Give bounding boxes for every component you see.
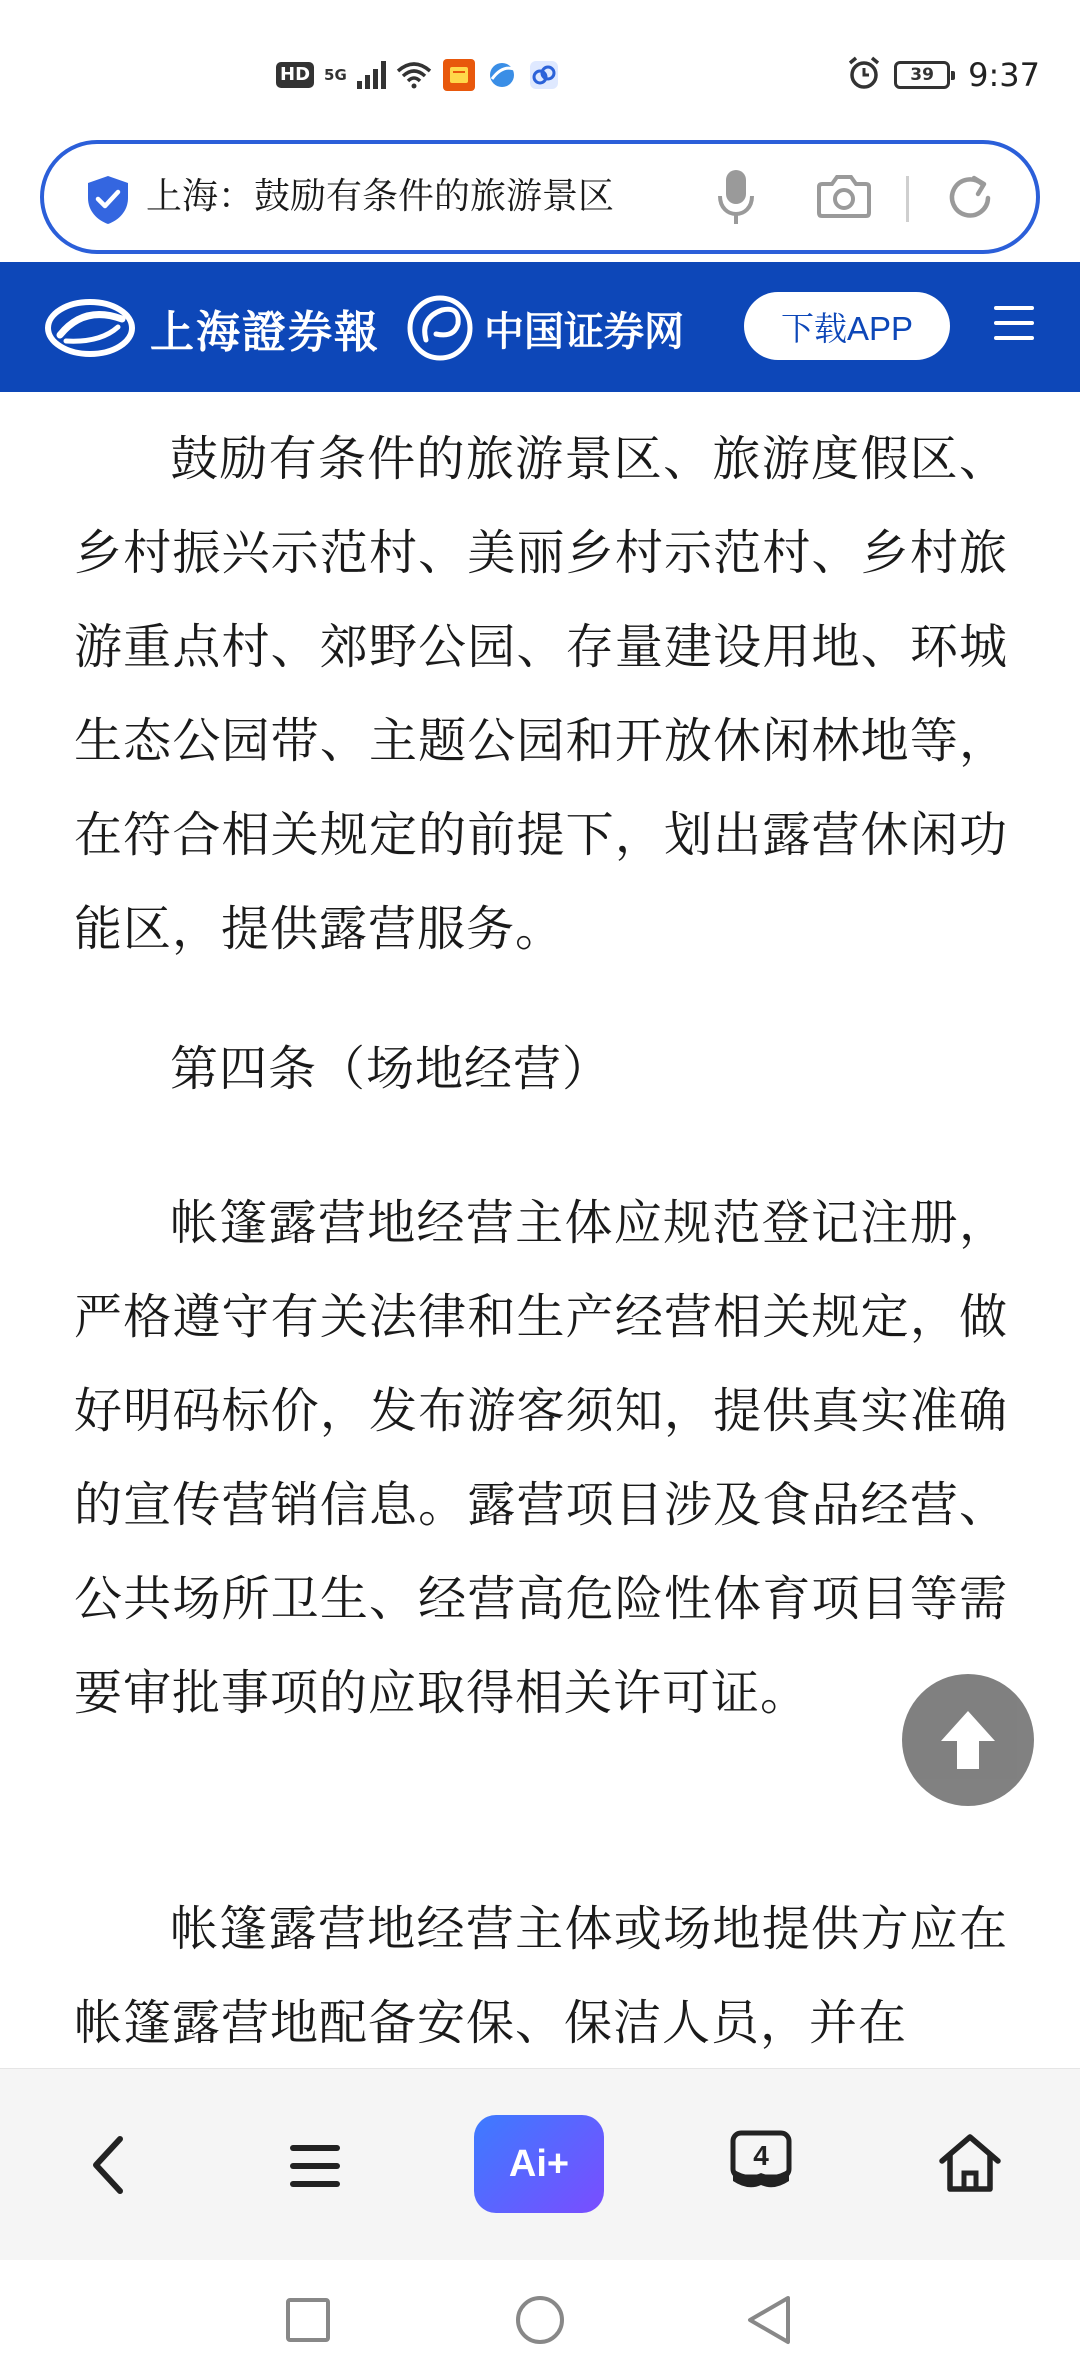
back-icon[interactable] [84,2135,134,2199]
recents-icon[interactable] [284,2296,332,2348]
reload-icon[interactable] [944,172,996,228]
bottom-toolbar [0,2068,1080,2261]
signal-icon [357,61,386,89]
tabs-icon[interactable] [728,2129,794,2203]
download-app-button[interactable]: 下载APP [744,292,950,360]
partner-logo[interactable] [406,294,684,362]
site-header [0,262,1080,392]
article-section-heading: 第四条（场地经营） [170,1041,612,1097]
address-separator [906,176,909,222]
shield-icon[interactable] [84,174,132,230]
clock: 9:37 [968,56,1040,94]
logo-text-secondary: 中国证券网 [484,307,684,355]
tabs-count: 4 [753,2140,769,2171]
status-left [276,52,560,98]
battery-indicator: 39 [894,61,950,89]
swirl-logo-icon [44,297,136,359]
home-icon[interactable] [936,2131,1004,2199]
hd-badge: HD [276,62,314,88]
camera-icon[interactable] [816,172,872,224]
article-paragraph: 鼓励有条件的旅游景区、旅游度假区、乡村振兴示范村、美丽乡村示范村、乡村旅游重点村、郊野公园、存量建设用地、环城生态公园带、主题公园和开放休闲林地等，在符合相关规定的前提下，划出露营休闲功能区，提供露营服务。 [74,431,1008,957]
address-bar[interactable] [40,140,1040,254]
article-paragraph: 帐篷露营地经营主体应规范登记注册，严格遵守有关法律和生产经营相关规定，做好明码标价，发布游客须知，提供真实准确的宣传营销信息。露营项目涉及食品经营、公共场所卫生、经营高危险性体育项目等需要审批事项的应取得相关许可证。 [74,1195,1008,1721]
hamburger-icon[interactable] [994,306,1034,346]
logo-text-primary: 上海證券報 [150,307,380,358]
alarm-icon [846,55,882,95]
mic-icon[interactable] [716,168,756,230]
browser-notification-icon [486,59,518,91]
site-logo[interactable] [44,296,380,360]
status-right [846,52,1040,98]
link-notification-icon [528,59,560,91]
scroll-to-top-button[interactable] [902,1674,1034,1806]
ai-assistant-button[interactable]: Ai+ [474,2115,604,2213]
back-nav-icon[interactable] [744,2294,794,2350]
arrow-up-icon [933,1705,1003,1775]
home-nav-icon[interactable] [514,2294,566,2350]
notification-app-icon [442,58,476,92]
wifi-icon [396,61,432,89]
url-text[interactable]: 上海：鼓励有条件的旅游景区 [146,176,615,217]
system-nav-bar [0,2260,1080,2376]
menu-list-icon[interactable] [288,2141,342,2195]
article-paragraph: 帐篷露营地经营主体或场地提供方应在帐篷露营地配备安保、保洁人员，并在 [74,1901,1008,2051]
network-type: 5G [324,66,347,84]
circle-logo-icon [406,294,474,362]
status-bar [0,0,1080,140]
